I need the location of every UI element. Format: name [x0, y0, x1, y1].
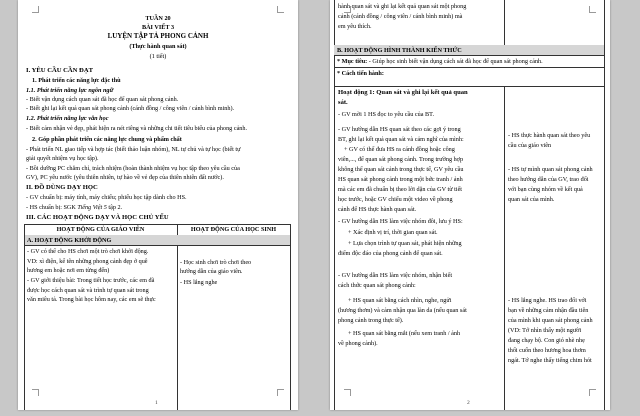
body-line: - Bồi dưỡng PC chăm chỉ, trách nhiệm (hoàn thành nhiệm vụ học tập theo yêu cầu của — [26, 165, 240, 172]
lesson-heading: BÀI VIẾT 3 — [141, 24, 175, 31]
table-cell-line: + Lựa chọn trình tự quan sát, phát hiện những — [348, 240, 462, 247]
table-cell-line: cầu của giáo viên — [508, 142, 552, 149]
subsection-heading: 1. Phát triển các năng lực đặc thù — [32, 77, 121, 84]
body-line: - GV chuẩn bị: máy tính, máy chiếu; phiếu học tập dành cho HS. — [26, 194, 187, 201]
table-cell-line: - GV mời 1 HS đọc to yêu cầu của BT. — [338, 111, 435, 118]
body-line: - Phát triển NL giao tiếp và hợp tác (biết thảo luận nhóm), NL tự chủ và tự học (biết tự — [26, 146, 241, 153]
body-line: - Biết cảm nhận vẻ đẹp, phát hiện ra nét riêng và những chi tiết tiêu biểu của phong cảnh. — [26, 125, 248, 132]
text-run: tập 2. — [106, 204, 123, 211]
lesson-duration: (1 tiết) — [149, 53, 167, 60]
table-cell-line: điểm độc đáo của phong cảnh để quan sát. — [338, 250, 443, 257]
table-cell-line: ngát. Tớ nghe thấy tiếng chim hót — [508, 357, 592, 364]
table-cell-line: cách thức quan sát phong cảnh: — [338, 282, 416, 289]
table-cell-line: quan sát của mình. — [508, 196, 555, 203]
table-cell-line: không thể quan sát cảnh trong thực tế, GV yêu cầu — [338, 166, 464, 173]
margin-corner-mark — [277, 389, 284, 396]
table-cell-line: thổi cuốn theo hương hoa thơm — [508, 347, 586, 354]
subsection-heading: 1.1. Phát triển năng lực ngôn ngữ — [26, 87, 114, 94]
table-cell-line: HS quan sát phong cảnh trong một bức tranh / ảnh — [338, 176, 463, 183]
table-cell-line: - GV hướng dẫn HS làm việc nhóm đôi, lưu ý HS: — [338, 218, 463, 225]
table-cell-line: hướng dẫn của giáo viên. — [180, 268, 243, 275]
week-heading: TUẦN 20 — [145, 15, 171, 22]
goal-line — [337, 58, 543, 65]
table-cell-line: - GV giới thiệu bài: Trong tiết học trước, các em đã — [27, 277, 155, 284]
table-cell-line: - Học sinh chơi trò chơi theo — [180, 259, 252, 266]
table-cell-line: - HS lắng nghe. HS trao đổi với — [508, 297, 587, 304]
lesson-subtitle: (Thực hành quan sát) — [129, 43, 187, 50]
table-cell-line: phong cảnh trong thực tế). — [338, 317, 404, 324]
margin-corner-mark — [32, 389, 39, 396]
book-title: Tiếng Việt 5 — [77, 204, 107, 211]
table-cell-line: - HS lắng nghe — [180, 279, 218, 286]
column-header-student: HOẠT ĐỘNG CỦA HỌC SINH — [190, 226, 277, 233]
table-cell-line: - HS thực hành quan sát theo yêu — [508, 132, 591, 139]
table-cell-line: hương em hoặc nơi em từng đến) — [27, 267, 110, 274]
table-section-heading: A. HOẠT ĐỘNG KHỞI ĐỘNG — [27, 237, 112, 244]
goal-text: - Giúp học sinh biết vận dụng cách sát đã học để quan sát phong cảnh. — [367, 58, 543, 65]
margin-corner-mark — [589, 6, 596, 13]
section-heading: III. CÁC HOẠT ĐỘNG DẠY VÀ HỌC CHỦ YẾU — [26, 214, 169, 221]
table-cell-line: theo hướng dẫn của GV, trao đổi — [508, 176, 589, 183]
lesson-title: LUYỆN TẬP TẢ PHONG CẢNH — [107, 32, 209, 40]
page-number: 1 — [155, 400, 158, 406]
body-line — [26, 204, 122, 211]
table-cell-line: BT, ghi lại kết quả quan sát và cảm nghĩ của mình: — [338, 136, 464, 143]
section-heading: II. ĐỒ DÙNG DẠY HỌC — [26, 184, 98, 191]
text-run: - HS chuẩn bị: SGK — [26, 204, 78, 211]
table-cell-line: em yêu thích. — [338, 23, 372, 30]
body-line: giải quyết nhiệm vụ học tập). — [26, 155, 99, 162]
margin-corner-mark — [344, 389, 351, 396]
body-line: - Biết vận dụng cách quan sát đã học để quan sát phong cảnh. — [26, 96, 179, 103]
table-cell-line: học trước, hoặc GV chiếu một video về phong — [338, 196, 453, 203]
table-cell-line: hành quan sát và ghi lại kết quả quan sát một phong — [338, 3, 467, 10]
table-cell-line: - GV hướng dẫn HS làm việc nhóm, nhận biết — [338, 272, 453, 279]
section-heading: I. YÊU CẦU CẦN ĐẠT — [26, 67, 93, 74]
goal-label: * Mục tiêu: — [337, 58, 368, 65]
table-cell-line: với bạn cùng nhóm về kết quả — [508, 186, 583, 193]
table-cell-line: + Xác định vị trí, thời gian quan sát. — [348, 229, 438, 236]
table-cell-line: được học cách quan sát và trình tự quan sát trong — [27, 287, 149, 294]
table-cell-line: viên,..., để quan sát phong cảnh. Trong trường hợp — [338, 156, 464, 163]
table-cell-line: đang chạy bộ. Con gió nhè nhẹ — [508, 337, 585, 344]
document-page-1 — [18, 0, 298, 410]
table-cell-line: - GV có thể cho HS chơi một trò chơi khởi động. — [27, 248, 149, 255]
table-cell-line: của mình khi quan sát phong cảnh — [508, 317, 593, 324]
table-cell-line: về phong cảnh). — [338, 340, 378, 347]
table-cell-line: + GV có thể đưa HS ra cánh đồng hoặc công — [344, 146, 455, 153]
table-cell-line: - HS tự mình quan sát phong cảnh — [508, 166, 593, 173]
activity-heading: Hoạt động 1: Quan sát và ghi lại kết quả quan — [338, 89, 468, 96]
method-heading: * Cách tiến hành: — [337, 70, 384, 77]
body-line: - Biết ghi lại kết quả quan sát phong cảnh (cánh đồng / công viên / cánh bình minh). — [26, 105, 235, 112]
table-cell-line: cảnh để HS thực hành quan sát. — [338, 206, 417, 213]
margin-corner-mark — [277, 6, 284, 13]
column-header-teacher: HOẠT ĐỘNG CỦA GIÁO VIÊN — [56, 226, 145, 233]
page-number: 2 — [467, 400, 470, 406]
table-cell-line: + HS quan sát bằng mắt (nếu xem tranh / ảnh — [348, 330, 461, 337]
subsection-heading: 2. Góp phần phát triển các năng lực chung và phẩm chất — [32, 136, 182, 143]
table-section-heading: B. HOẠT ĐỘNG HÌNH THÀNH KIẾN THỨC — [337, 47, 462, 54]
body-line: GV), PC yêu nước (yêu thiên nhiên, tự hào về vẻ đẹp của thiên nhiên đất nước). — [26, 174, 224, 181]
table-cell-line: bạn về những cảm nhận đầu tiên — [508, 307, 589, 314]
table-cell-line: + HS quan sát bằng cách nhìn, nghe, ngửi — [348, 297, 452, 304]
activity-heading: sát. — [338, 99, 348, 106]
margin-corner-mark — [32, 6, 39, 13]
subsection-heading: 1.2. Phát triển năng lực văn học — [26, 115, 109, 122]
margin-corner-mark — [589, 389, 596, 396]
table-cell-line: - GV hướng dẫn HS quan sát theo các gợi ý trong — [338, 126, 461, 133]
table-cell-line: (hương thơm) và cảm nhận qua làn da (nếu quan sát — [338, 307, 467, 314]
document-page-2 — [330, 0, 610, 410]
table-cell-line: mà các em đã chuẩn bị theo lời dặn của GV từ tiết — [338, 186, 463, 193]
table-cell-line: VD: xì điện, kể tên những phong cảnh đẹp ở quê — [27, 258, 148, 265]
table-cell-line: văn miêu tả. Trong bài học hôm nay, các em sẽ thực — [27, 296, 156, 303]
table-cell-line: cảnh (cánh đồng / công viên / cánh bình minh) mà — [338, 13, 463, 20]
table-cell-line: (VD: Tớ nhìn thấy một người — [508, 327, 582, 334]
